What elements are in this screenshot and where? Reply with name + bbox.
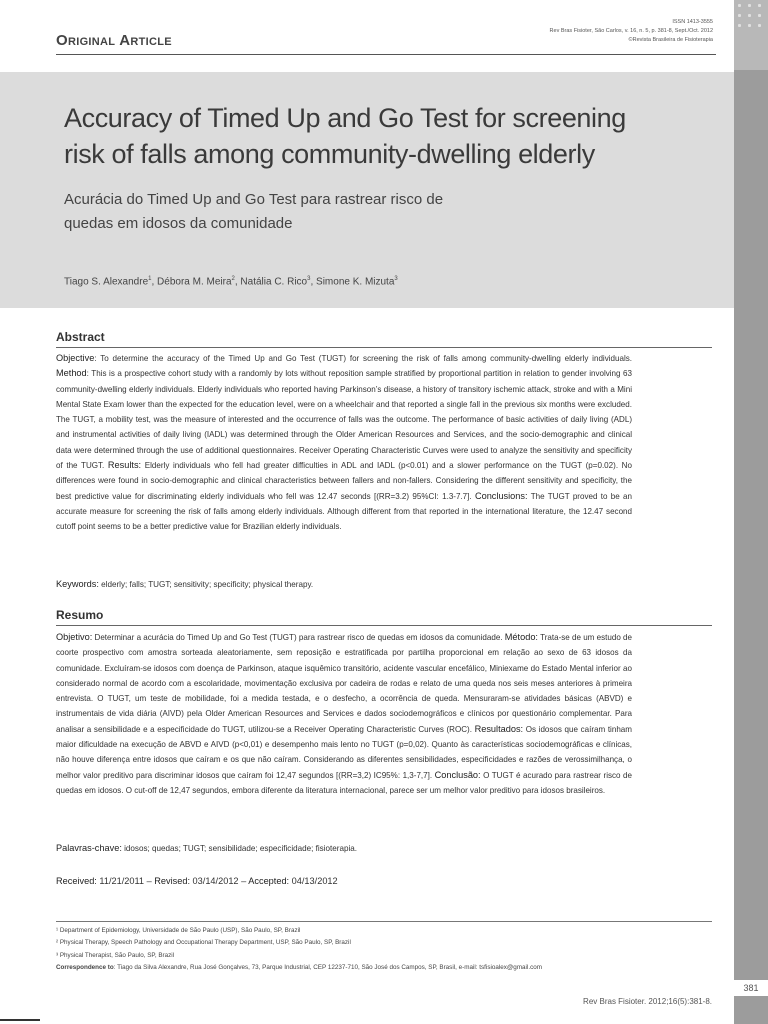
title-pt-line-1: Acurácia do Timed Up and Go Test para rastrear risco de — [64, 191, 444, 208]
conclusao-label: Conclusão: — [434, 769, 481, 780]
author-name: Natália C. Rico — [240, 276, 308, 288]
results-label: Results: — [107, 460, 142, 471]
submission-dates — [56, 876, 338, 886]
accepted-date: 04/13/2012 — [289, 876, 338, 886]
decorative-dots — [738, 4, 766, 48]
palavras-chave — [56, 843, 357, 853]
revised-date: 03/14/2012 – — [190, 876, 249, 886]
bottom-rule — [0, 1019, 40, 1021]
objective-text: : To determine the accuracy of the Timed Up and Go Test (TUGT) for screening the risk of falls among community-dwelling elderly individuals. — [94, 354, 632, 363]
abstract-rule — [56, 347, 712, 348]
author-affiliation: 3 — [394, 276, 398, 282]
title-line-1: Accuracy of Timed Up and Go Test for screening — [64, 103, 626, 133]
abstract-body — [56, 351, 632, 535]
author-affiliation: 3 — [307, 276, 311, 282]
footnotes — [56, 925, 716, 975]
keywords — [56, 579, 313, 589]
footnote-rule — [56, 921, 712, 922]
objetivo-label: Objetivo: — [56, 632, 93, 642]
citation: Rev Bras Fisioter. 2012;16(5):381-8. — [583, 997, 712, 1006]
method-label: Method — [56, 368, 87, 379]
section-label: Original Article — [56, 32, 172, 49]
resumo-heading: Resumo — [56, 608, 104, 622]
palavras-label: Palavras-chave: — [56, 843, 122, 853]
author-affiliation: 1 — [148, 276, 152, 282]
objective-label: Objective — [56, 353, 95, 363]
conclusao-text: O TUGT é acurado para rastrear risco de quedas em idosos. O cut-off de 12,47 segundos, embora diferente da literatura internacional, parece ser um melhor valor preditivo para idosos brasileiros. — [56, 770, 632, 795]
metodo-label: Método: — [504, 632, 538, 642]
objetivo-text: Determinar a acurácia do Timed Up and Go Test (TUGT) para rastrear risco de quedas em idosos da comunidade. — [92, 633, 505, 642]
abstract-heading: Abstract — [56, 330, 105, 344]
issn: ISSN 1413-3555 — [672, 19, 713, 25]
author-separator: , — [310, 276, 317, 288]
conclusions-label: Conclusions: — [474, 490, 528, 501]
palavras-text: idosos; quedas; TUGT; sensibilidade; especificidade; fisioterapia. — [121, 844, 358, 853]
resultados-label: Resultados: — [474, 723, 524, 734]
author-separator: , — [151, 276, 158, 288]
received-label: Received: — [56, 876, 97, 886]
author-affiliation: 2 — [231, 276, 235, 282]
affiliation-2: ² Physical Therapy, Speech Pathology and Occupational Therapy Department, USP, São Paulo, SP, Brazil — [56, 939, 351, 947]
title-pt-line-2: quedas em idosos da comunidade — [64, 215, 293, 232]
keywords-label: Keywords: — [56, 579, 99, 589]
affiliation-3: ³ Physical Therapist, São Paulo, SP, Brazil — [56, 951, 175, 959]
right-sidebar — [734, 0, 768, 1024]
journal-meta — [550, 18, 713, 45]
author-name: Débora M. Meira — [157, 276, 232, 288]
resumo-rule — [56, 625, 712, 626]
resultados-text: Os idosos que caíram tinham maior dificuldade na execução de ABVD e AIVD (p<0,01) e desempenho mais lento no TUGT (p=0,02). Quanto às características sociodemográficas e clínicas, não houve diferença entre idosos que caíram e os que não caíram. Considerando as diferentes sensibilidades, especificidades e razões de verossimilhança, o melhor valor preditivo para discriminar idosos que caíram foi 12,47 segundos [(RR=3,2) IC95%: 1,3-7,7]. — [56, 724, 632, 780]
author-list — [64, 276, 398, 287]
affiliation-1: ¹ Department of Epidemiology, Universidade de São Paulo (USP), São Paulo, SP, Brazil — [56, 927, 301, 934]
resumo-body — [56, 630, 632, 798]
received-date: 11/21/2011 – — [96, 876, 155, 886]
method-text: : This is a prospective cohort study with a randomly by lots without reposition sample stratified by proportional partition in relation to gender involving 63 community-dwelling elderly individuals. Elderly individuals who reported having Parkinson’s disease, a history of transitory ischemic attack, stroke and with a Mini Mental State Exam lower than the expected for the education level, were on a wheelchair and that reported a single fall in the previous six months were excluded. The TUGT, a mobility test, was the measure of interested and the occurrence of falls was the outcome. The performance of basic activities of daily living (ADL) and instrumental activities of daily living (IADL) was determined through the Older American Resources and Services, and the socio-demographic and clinical data were determined through the use of additional questionnaires. Receiver Operating Characteristic Curves were used to analyze the sensitivity and specificity of the TUGT. — [56, 369, 632, 471]
page-number: 381 — [734, 980, 768, 996]
accepted-label: Accepted: — [248, 876, 290, 886]
journal-ref: Rev Bras Fisioter, São Carlos, v. 16, n. 5, p. 381-8, Sept./Oct. 2012 — [549, 28, 713, 34]
correspondence-label: Correspondence to — [56, 964, 114, 972]
author-name: Tiago S. Alexandre — [64, 276, 149, 288]
article-title — [64, 100, 724, 172]
title-line-2: risk of falls among community-dwelling elderly — [64, 139, 595, 169]
conclusions-text: The TUGT proved to be an accurate measure for screening the risk of falls among elderly individuals. Although different from that reported in the international literature, the 12.47 second cutoff point seems to be a better predictive value for Brazilian elderly individuals. — [56, 491, 632, 532]
results-text: Elderly individuals who fell had greater difficulties in ADL and IADL (p<0.01) and a slower performance on the TUGT (p=0.02). No differences were found in socio-demographic and clinical characteristics between fallers and non-fallers. Considering the different sensitivity and specificity, the best predictive value for discriminating elderly individuals who fell was 12.47 seconds [(RR=3.2) 95%CI: 1.3-7.7]. — [56, 461, 632, 501]
section-rule — [56, 54, 716, 55]
metodo-text: Trata-se de um estudo de coorte prospectivo com amostra sorteada aleatoriamente, sem reposição e estratificada por partilha proporcional em relação ao sexo de 63 idosos da comunidade. Excluíram-se idosos com doença de Parkinson, ataque isquêmico transitório, acidente vascular encefálico, Miniexame do Estado Mental inferior ao considerado normal de acordo com a escolaridade, movimentação exclusiva por cadeira de rodas e relato de uma queda nos seis meses anteriores à primeira entrevista. O TUGT, um teste de mobilidade, foi a medida testada, e o desfecho, a ocorrência de queda. Mensuraram-se atividades básicas (ABVD) e instrumentais de vida diária (AIVD) pela Older American Resources and Services e dados sociodemográficos e clínicos por questionário complementar. Para analisar a sensibilidade e a especificidade do TUGT, utilizou-se a Receiver Operating Characteristic Curves (ROC). — [56, 633, 632, 734]
copyright: ©Revista Brasileira de Fisioterapia — [628, 37, 713, 43]
correspondence-text: : Tiago da Silva Alexandre, Rua José Gonçalves, 73, Parque Industrial, CEP 12237-710, São José dos Campos, SP, Brasil, e-mail: tsfisioalex@gmail.com — [113, 964, 543, 972]
correspondence — [56, 962, 716, 974]
author-name: Simone K. Mizuta — [316, 276, 395, 288]
keywords-text: elderly; falls; TUGT; sensitivity; specificity; physical therapy. — [98, 580, 314, 589]
article-title-portuguese — [64, 188, 724, 236]
author-separator: , — [234, 276, 241, 288]
revised-label: Revised: — [154, 876, 190, 886]
